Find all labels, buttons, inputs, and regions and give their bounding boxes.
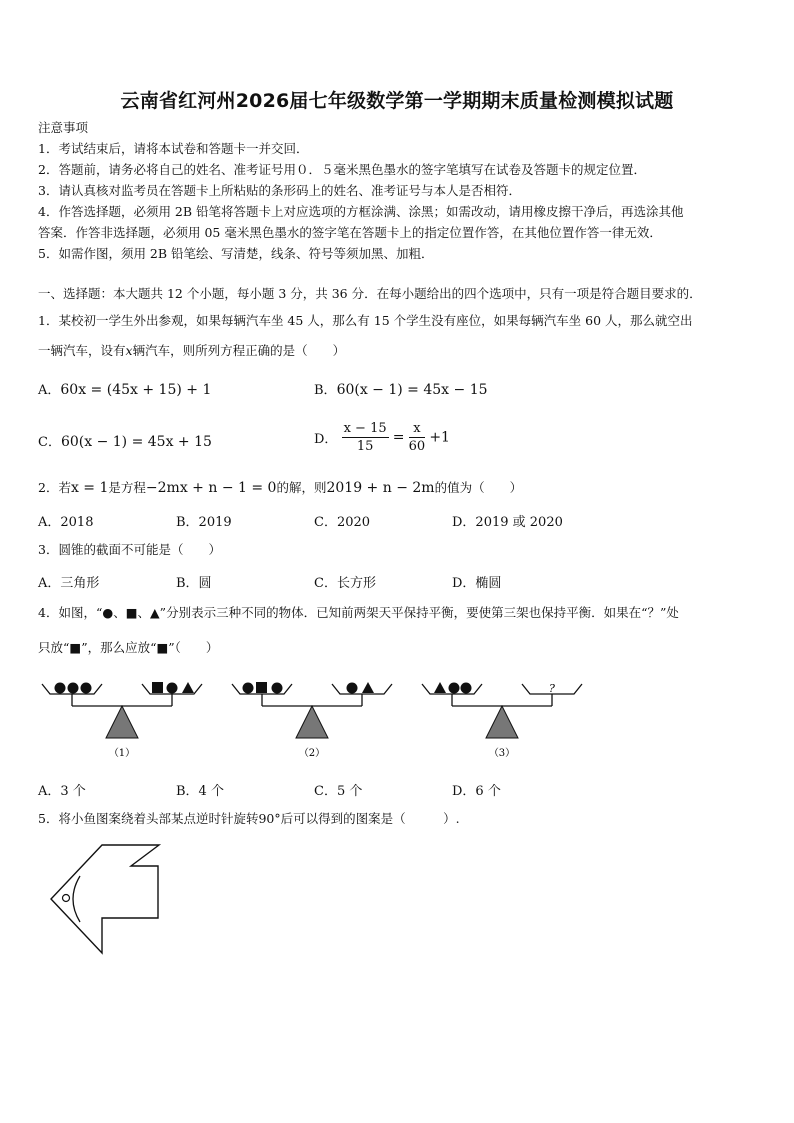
option-3c[interactable]: C．长方形 <box>314 576 376 591</box>
option-2c[interactable]: C．2020 <box>314 515 371 530</box>
option-3b[interactable]: B．圆 <box>176 576 212 591</box>
notice-item: 答案．作答非选择题，必须用 05 毫米黑色墨水的签字笔在答题卡上的指定位置作答，在其他位置作答一律无效． <box>38 225 662 240</box>
notice-item: 2．答题前，请务必将自己的姓名、准考证号用０．５毫米黑色墨水的签字笔填写在试卷及答题卡的规定位置． <box>38 162 646 177</box>
fish-figure <box>44 842 168 958</box>
balance-2-figure <box>228 676 398 766</box>
balance-1-figure <box>38 676 208 766</box>
option-4a[interactable]: A．3 个 <box>38 784 86 799</box>
notice-item: 1．考试结束后，请将本试卷和答题卡一并交回． <box>38 141 309 156</box>
option-4b[interactable]: B．4 个 <box>176 784 224 799</box>
question-1-stem: 1．某校初一学生外出参观，如果每辆汽车坐 45 人，那么有 15 个学生没有座位，如果每辆汽车坐 60 人，那么就空出 <box>38 313 693 328</box>
option-2d[interactable]: D．2019 或 2020 <box>452 515 563 530</box>
option-1a[interactable]: A．60x = (45x + 15) + 1 <box>38 382 212 398</box>
question-5-stem: 5．将小鱼图案绕着头部某点逆时针旋转90°后可以得到的图案是（ ）. <box>38 811 460 826</box>
option-4d[interactable]: D．6 个 <box>452 784 501 799</box>
question-4-stem: 4．如图，“●、■、▲”分别表示三种不同的物体．已知前两架天平保持平衡，要使第三架也保持平衡．如果在“？”处 <box>38 605 679 620</box>
balance-2-caption: （2） <box>298 748 326 759</box>
question-4-stem-2: 只放“■”，那么应放“■”（ ） <box>38 640 219 655</box>
question-mark: ? <box>549 682 555 695</box>
section-heading: 一、选择题：本大题共 12 个小题，每小题 3 分，共 36 分．在每小题给出的四个选项中，只有一项是符合题目要求的． <box>38 286 702 301</box>
option-1b[interactable]: B．60(x − 1) = 45x − 15 <box>314 382 488 398</box>
option-2a[interactable]: A．2018 <box>38 515 94 530</box>
option-4c[interactable]: C．5 个 <box>314 784 363 799</box>
question-2-stem: 2．若x = 1是方程−2mx + n − 1 = 0的解，则2019 + n − 2m的值为（ ） <box>38 480 523 496</box>
balance-3-caption: （3） <box>488 748 516 759</box>
option-1d[interactable]: D． $\frac{x - 15}{15}$ = $\frac{x}{60}$ +1 <box>314 421 450 454</box>
notice-item: 3．请认真核对监考员在答题卡上所粘贴的条形码上的姓名、准考证号与本人是否相符． <box>38 183 521 198</box>
option-1c[interactable]: C．60(x − 1) = 45x + 15 <box>38 434 212 450</box>
option-3a[interactable]: A．三角形 <box>38 576 100 591</box>
balance-1-caption: （1） <box>108 748 136 759</box>
notice-item: 5．如需作图，须用 2B 铅笔绘、写清楚，线条、符号等须加黑、加粗． <box>38 246 434 261</box>
notice-item: 4．作答选择题，必须用 2B 铅笔将答题卡上对应选项的方框涂满、涂黑；如需改动，请用橡皮擦干净后，再选涂其他 <box>38 204 684 219</box>
question-1-stem-2: 一辆汽车，设有x辆汽车，则所列方程正确的是（ ） <box>38 343 346 358</box>
question-3-stem: 3．圆锥的截面不可能是（ ） <box>38 542 221 557</box>
balance-3-figure <box>418 676 588 766</box>
option-3d[interactable]: D．椭圆 <box>452 576 502 591</box>
option-2b[interactable]: B．2019 <box>176 515 232 530</box>
notice-heading: 注意事项 <box>38 120 89 135</box>
page-title: 云南省红河州2026届七年级数学第一学期期末质量检测模拟试题 <box>120 90 674 112</box>
